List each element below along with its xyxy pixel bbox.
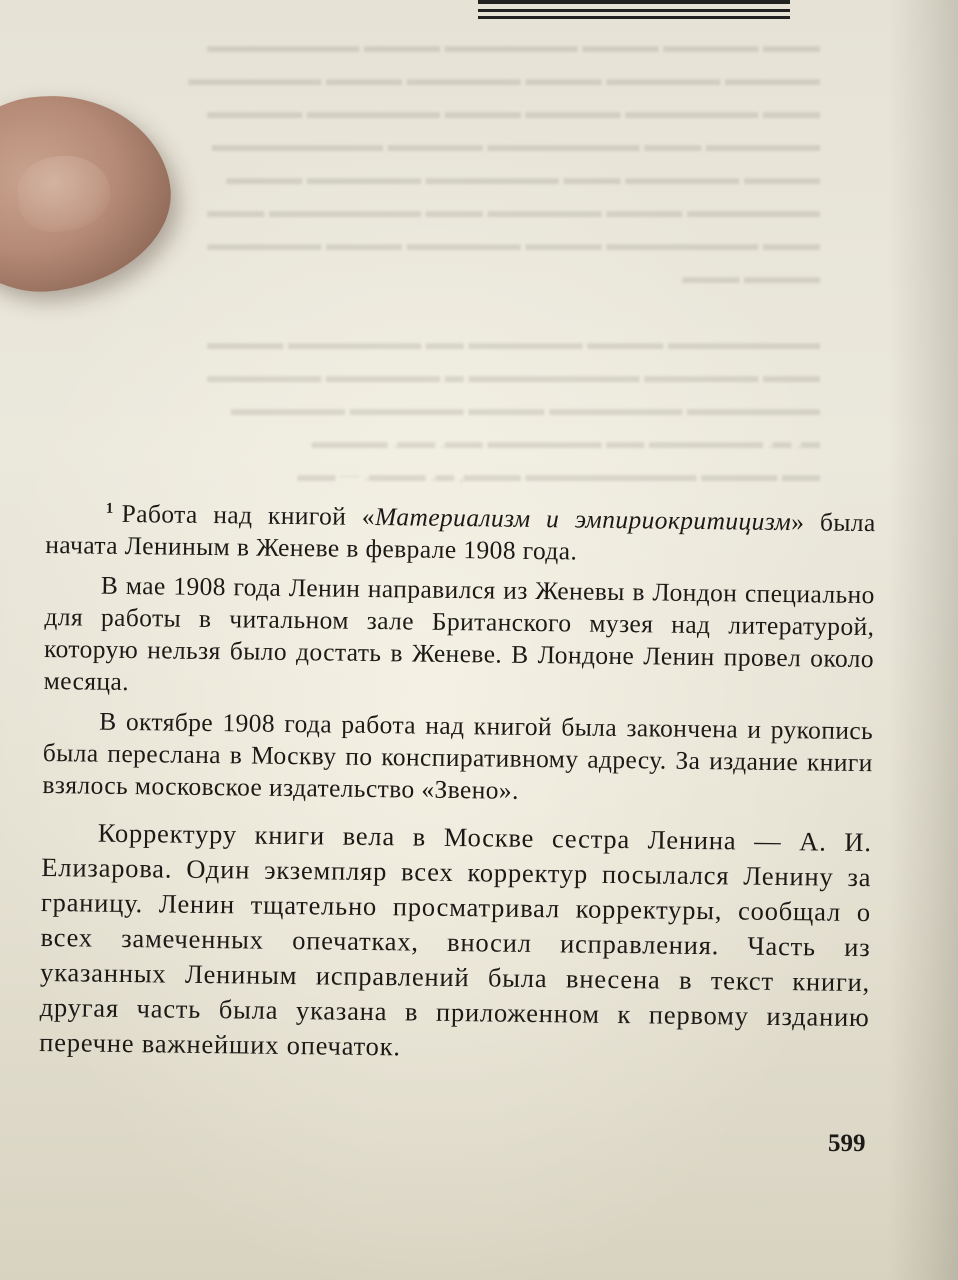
footnote-outro: » была начата Лениным в Женеве в феврале 1908 года.	[45, 507, 876, 566]
body-text	[39, 492, 876, 1078]
paragraph-proofs: Корректуру книги вела в Москве сестра Ленина — А. И. Елизарова. Один экземпляр всех корректур посылался Ленину за границу. Ленин тщательно просматривал корректуры, сообщал о всех замеченных опечатках, вносил исправления. Часть из указанных Лениным исправлений была внесена в текст книги, другая часть была указана в приложенном к первому изданию перечне важнейших опечаток.	[39, 817, 872, 1062]
paragraph-london: В мае 1908 года Ленин направился из Женевы в Лондон специально для работы в читальном зале Британского музея над литературой, которую нельзя было достать в Женеве. В Лондоне Ленин провел около месяца.	[43, 570, 875, 697]
paragraph-october: В октябре 1908 года работа над книгой была закончена и рукопись была переслана в Москву по конспиративному адресу. За издание книги взялось московское издательство «Звено».	[42, 706, 874, 805]
header-rule	[478, 0, 790, 26]
footnote-marker: 1	[105, 500, 114, 517]
page-edge-shadow	[888, 0, 958, 1280]
fingernail	[13, 150, 115, 237]
footnote-intro: Работа над книгой «	[121, 498, 376, 532]
bleed-through-texture: ▬▬▬ ▬▬▬▬▬ ▬▬▬▬ ▬▬▬▬▬▬▬ ▬▬▬▬ ▬▬▬▬▬▬▬▬ ▬▬▬▬▬ ▬▬▬▬▬▬ ▬▬▬▬ ▬▬▬▬▬▬ ▬▬▬▬ ▬▬▬▬▬▬▬ ▬▬▬ ▬▬▬▬▬▬▬ ▬▬▬▬▬ ▬▬▬▬ ▬▬▬▬▬▬▬ ▬▬▬▬▬ ▬▬▬▬▬▬ ▬▬▬ ▬▬▬▬▬▬▬▬ ▬▬▬▬▬ ▬▬▬▬▬▬▬▬▬ ▬▬▬▬ ▬▬▬▬▬▬ ▬▬▬ ▬▬▬▬▬▬▬ ▬▬▬▬▬▬ ▬▬▬▬ ▬▬▬▬▬▬▬ ▬▬▬▬ ▬▬▬▬▬▬ ▬▬▬ ▬▬▬▬▬▬▬▬ ▬▬▬ ▬▬▬ ▬▬▬▬▬▬▬▬ ▬▬▬▬ ▬▬▬▬▬▬ ▬▬▬▬ ▬▬▬▬▬▬ ▬▬▬▬ ▬▬▬ ▬▬▬▬▬▬▬▬ ▬▬▬▬ ▬▬▬▬▬▬ ▬▬ ▬▬▬▬▬▬▬ ▬▬▬▬ ▬▬▬ ▬▬▬▬▬▬ ▬▬▬▬▬▬▬▬▬ ▬ ▬▬▬▬▬▬ ▬▬▬▬▬▬ ▬▬▬▬▬▬▬ ▬▬▬▬▬▬▬ ▬▬▬▬ ▬▬▬▬▬▬ ▬▬▬▬▬▬ ▬. ▬. ▬▬▬▬▬▬ ▬▬ ▬▬▬▬▬▬ ▬▬. ▬▬. ▬▬▬▬ ▬▬ ▬▬▬▬ ▬▬▬▬▬▬▬▬▬ ▬▬▬, ▬. ▬▬▬. — ▬▬	[188, 36, 820, 486]
footnote-paragraph	[45, 492, 876, 571]
page-number: 599	[828, 1130, 866, 1157]
book-title: Материализм и эмпириокритицизм	[374, 502, 792, 537]
